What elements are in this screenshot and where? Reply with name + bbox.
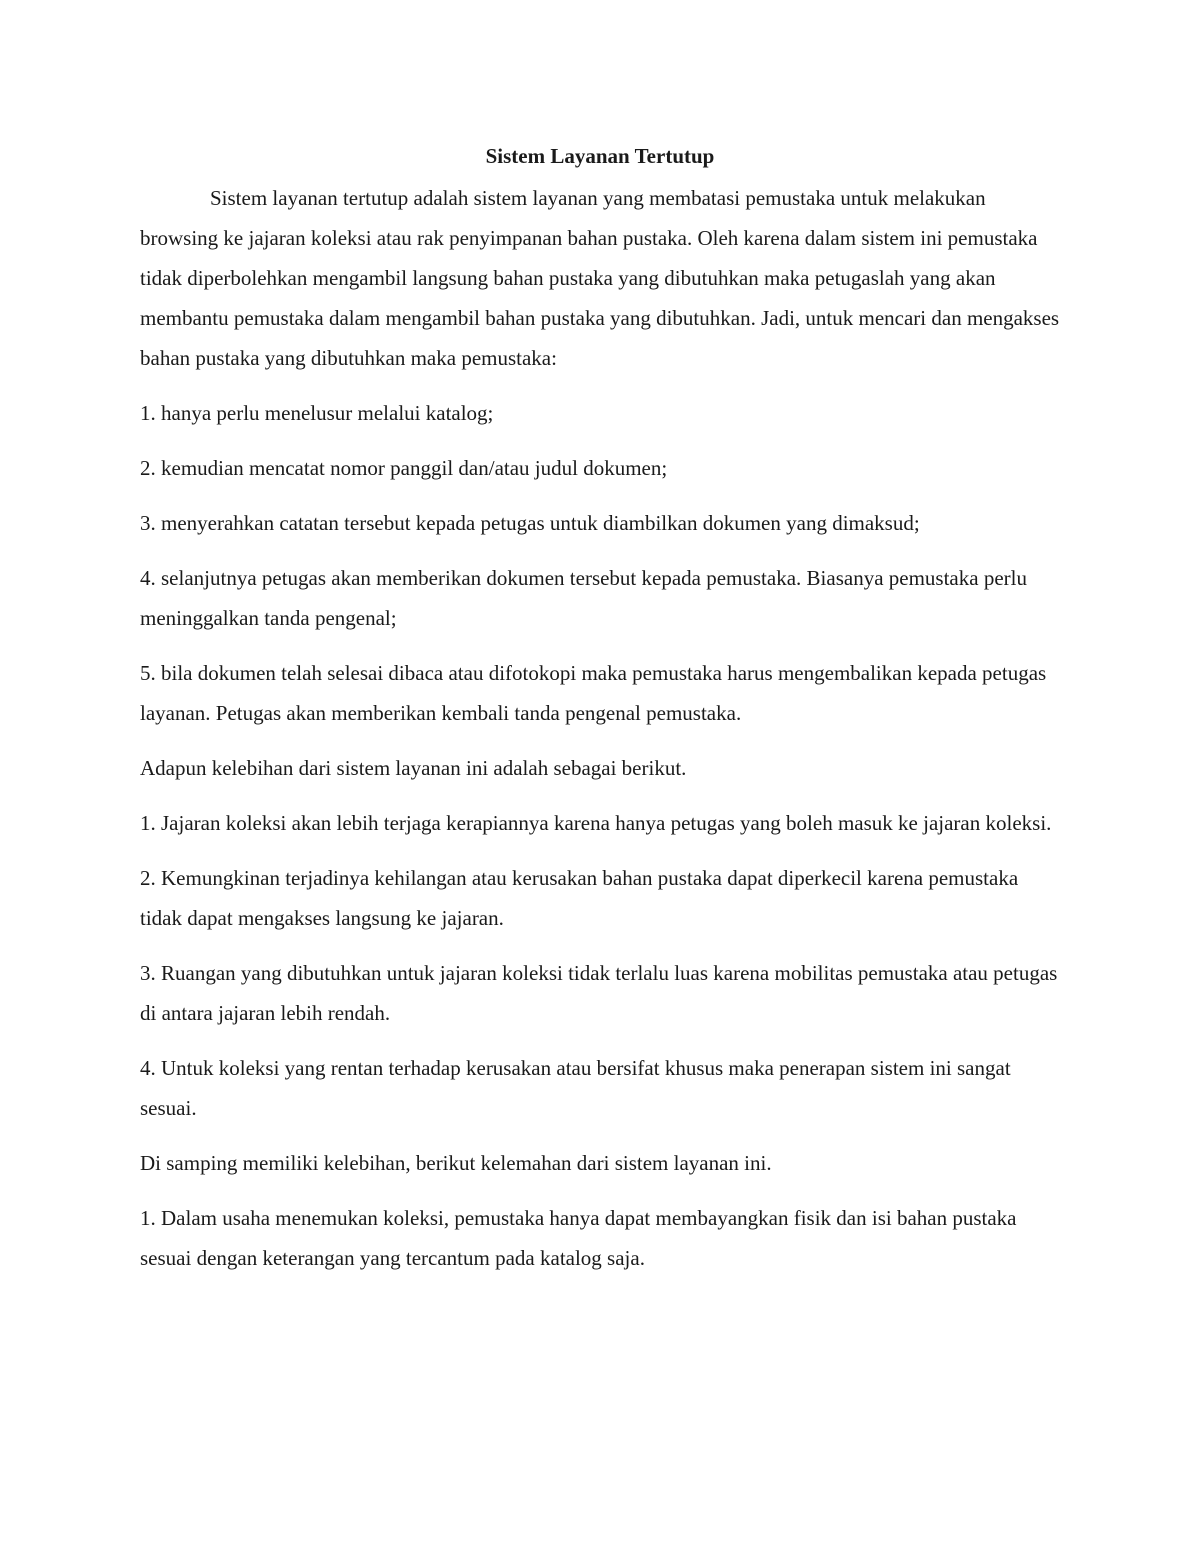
advantage-item-4: 4. Untuk koleksi yang rentan terhadap kerusakan atau bersifat khusus maka penerapan sistem ini sangat sesuai. — [140, 1056, 1011, 1120]
document-body — [140, 136, 1060, 1278]
step-item-3: 3. menyerahkan catatan tersebut kepada petugas untuk diambilkan dokumen yang dimaksud; — [140, 511, 920, 535]
step-item-1: 1. hanya perlu menelusur melalui katalog; — [140, 401, 494, 425]
disadvantages-intro: Di samping memiliki kelebihan, berikut kelemahan dari sistem layanan ini. — [140, 1151, 772, 1175]
intro-paragraph: Sistem layanan tertutup adalah sistem layanan yang membatasi pemustaka untuk melakukan browsing ke jajaran koleksi atau rak penyimpanan bahan pustaka. Oleh karena dalam sistem ini pemustaka tidak diperbolehkan mengambil langsung bahan pustaka yang dibutuhkan maka petugaslah yang akan membantu pemustaka dalam mengambil bahan pustaka yang dibutuhkan. Jadi, untuk mencari dan mengakses bahan pustaka yang dibutuhkan maka pemustaka: — [140, 186, 1060, 370]
advantages-intro: Adapun kelebihan dari sistem layanan ini adalah sebagai berikut. — [140, 756, 687, 780]
step-item-4: 4. selanjutnya petugas akan memberikan dokumen tersebut kepada pemustaka. Biasanya pemustaka perlu meninggalkan tanda pengenal; — [140, 566, 1027, 630]
advantage-item-1: 1. Jajaran koleksi akan lebih terjaga kerapiannya karena hanya petugas yang boleh masuk ke jajaran koleksi. — [140, 811, 1052, 835]
step-item-2: 2. kemudian mencatat nomor panggil dan/atau judul dokumen; — [140, 456, 668, 480]
advantage-item-2: 2. Kemungkinan terjadinya kehilangan atau kerusakan bahan pustaka dapat diperkecil karena pemustaka tidak dapat mengakses langsung ke jajaran. — [140, 866, 1019, 930]
document-title: Sistem Layanan Tertutup — [485, 144, 715, 168]
step-item-5: 5. bila dokumen telah selesai dibaca atau difotokopi maka pemustaka harus mengembalikan kepada petugas layanan. Petugas akan memberikan kembali tanda pengenal pemustaka. — [140, 661, 1047, 725]
disadvantage-item-1: 1. Dalam usaha menemukan koleksi, pemustaka hanya dapat membayangkan fisik dan isi bahan pustaka sesuai dengan keterangan yang tercantum pada katalog saja. — [140, 1206, 1017, 1270]
advantage-item-3: 3. Ruangan yang dibutuhkan untuk jajaran koleksi tidak terlalu luas karena mobilitas pemustaka atau petugas di antara jajaran lebih rendah. — [140, 961, 1058, 1025]
